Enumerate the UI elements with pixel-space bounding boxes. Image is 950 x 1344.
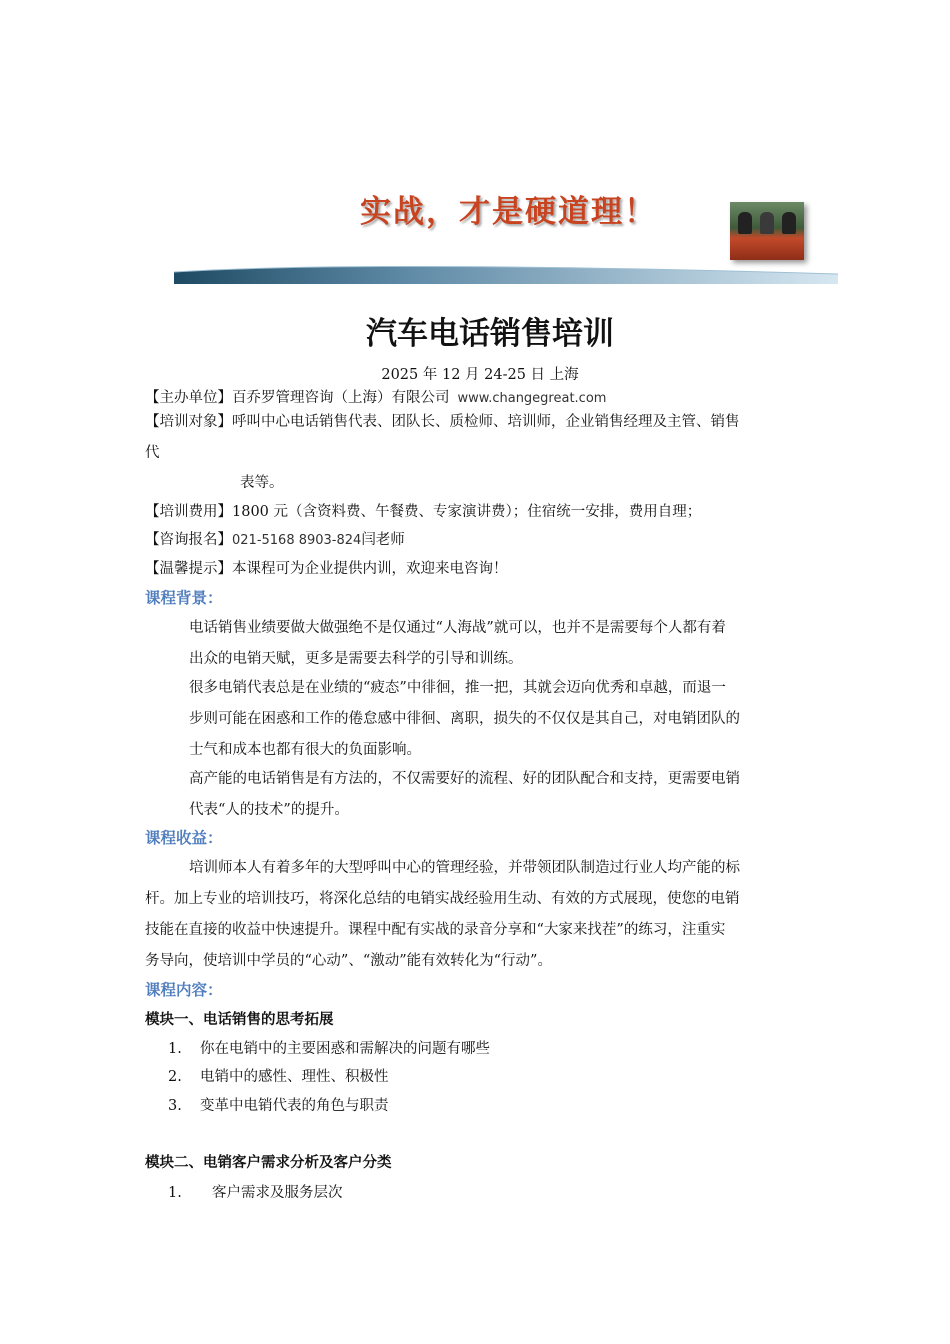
background-line: 高产能的电话销售是有方法的，不仅需要好的流程、好的团队配合和支持，更需要电销 (189, 771, 740, 787)
meeting-photo (730, 202, 804, 260)
contact-phone[interactable]: 021-5168 8903-824 (232, 533, 362, 548)
list-number: 3. (168, 1098, 182, 1114)
background-line: 很多电销代表总是在业绩的“疲态”中徘徊，推一把，其就会迈向优秀和卓越，而退一 (189, 680, 726, 696)
background-line: 代表“人的技术”的提升。 (189, 802, 349, 818)
contact-person: 闫老师 (361, 532, 405, 548)
list-number: 2. (168, 1069, 182, 1085)
benefit-line: 杆。加上专业的培训技巧，将深化总结的电销实战经验用生动、有效的方式展现，使您的电销 (145, 891, 740, 907)
module-1-title: 模块一、电话销售的思考拓展 (145, 1012, 334, 1028)
list-text: 变革中电销代表的角色与职责 (200, 1098, 389, 1114)
audience-label: 【培训对象】 (145, 414, 232, 430)
audience-line-2: 代 (145, 445, 160, 461)
tip-line (145, 559, 508, 579)
organizer-line (145, 388, 606, 409)
list-number: 1. (168, 1185, 182, 1201)
header-banner (174, 172, 838, 284)
module-2-title: 模块二、电销客户需求分析及客户分类 (145, 1155, 392, 1171)
tip-label: 【温馨提示】 (145, 561, 232, 577)
date-location: 2025 年 12 月 24-25 日 上海 (381, 367, 579, 383)
audience-line (145, 412, 740, 432)
page-title: 汽车电话销售培训 (366, 316, 614, 352)
audience-line-3: 表等。 (240, 475, 284, 491)
benefit-line: 培训师本人有着多年的大型呼叫中心的管理经验，并带领团队制造过行业人均产能的标 (189, 860, 740, 876)
list-text: 客户需求及服务层次 (212, 1185, 343, 1201)
organizer-value: 百乔罗管理咨询（上海）有限公司 (232, 390, 450, 406)
background-line: 出众的电销天赋，更多是需要去科学的引导和训练。 (189, 651, 523, 667)
fee-label: 【培训费用】 (145, 504, 232, 520)
organizer-label: 【主办单位】 (145, 390, 232, 406)
banner-swoosh (174, 264, 838, 284)
contact-label: 【咨询报名】 (145, 532, 232, 548)
list-number: 1. (168, 1041, 182, 1057)
audience-value: 呼叫中心电话销售代表、团队长、质检师、培训师，企业销售经理及主管、销售 (232, 414, 740, 430)
fee-value: 1800 元（含资料费、午餐费、专家演讲费）；住宿统一安排，费用自理； (232, 504, 702, 520)
background-line: 士气和成本也都有很大的负面影响。 (189, 742, 421, 758)
benefit-line: 技能在直接的收益中快速提升。课程中配有实战的录音分享和“大家来找茬”的练习，注重实 (145, 922, 726, 938)
banner-slogan: 实战，才是硬道理！ (360, 194, 657, 230)
website-link[interactable]: www.changegreat.com (457, 391, 607, 406)
benefit-heading: 课程收益： (145, 829, 223, 847)
content-heading: 课程内容： (145, 981, 223, 999)
benefit-line: 务导向，使培训中学员的“心动”、“激动”能有效转化为“行动”。 (145, 953, 552, 969)
background-heading: 课程背景： (145, 589, 223, 607)
tip-value: 本课程可为企业提供内训，欢迎来电咨询！ (232, 561, 508, 577)
background-line: 电话销售业绩要做大做强绝不是仅通过“人海战”就可以，也并不是需要每个人都有着 (189, 620, 726, 636)
list-text: 你在电销中的主要困惑和需解决的问题有哪些 (200, 1041, 490, 1057)
list-text: 电销中的感性、理性、积极性 (200, 1069, 389, 1085)
fee-line (145, 502, 701, 522)
contact-line (145, 530, 405, 551)
background-line: 步则可能在困惑和工作的倦怠感中徘徊、离职，损失的不仅仅是其自己，对电销团队的 (189, 711, 740, 727)
